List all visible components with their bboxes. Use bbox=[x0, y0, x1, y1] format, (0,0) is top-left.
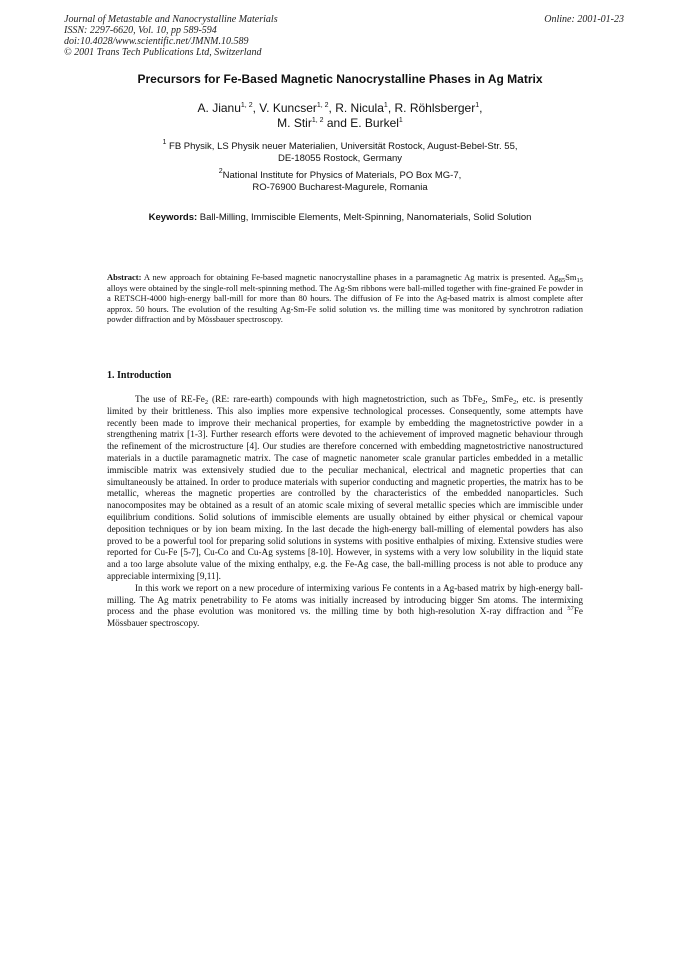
keywords-text: Ball-Milling, Immiscible Elements, Melt-Spinning, Nanomaterials, Solid Solution bbox=[197, 212, 532, 223]
paragraph-text: The use of RE-Fe bbox=[135, 394, 205, 404]
online-date: Online: 2001-01-23 bbox=[544, 14, 624, 25]
author-separator: and bbox=[323, 116, 351, 130]
author-affiliation-mark: 1, 2 bbox=[311, 117, 324, 124]
abstract-text: alloys were obtained by the single-roll melt-spinning method. The Ag-Sm ribbons were ball-milled together with fine-grained Fe powder in a RETSCH-4000 high-energy ball-mill for more than 80 hours. The diffusion of Fe into the Ag-based matrix is almost complete after approx. 50 hours. The evolution of the resulting Ag-Sm-Fe solid solution vs. the milling time was monitored by synchrotron radiation powder diffraction and by Mössbauer spectroscopy. bbox=[107, 282, 583, 325]
body-text bbox=[107, 394, 583, 630]
copyright-line: © 2001 Trans Tech Publications Ltd, Switzerland bbox=[64, 47, 262, 58]
author-name: R. Nicula bbox=[335, 101, 384, 115]
doi-line: doi:10.4028/www.scientific.net/JMNM.10.589 bbox=[64, 36, 249, 47]
subscript: 15 bbox=[576, 277, 583, 284]
affiliation-line: FB Physik, LS Physik neuer Materialien, Universität Rostock, August-Bebel-Str. 55, bbox=[166, 141, 518, 152]
author-affiliation-mark: 1 bbox=[398, 117, 403, 124]
affiliation-line: DE-18055 Rostock, Germany bbox=[277, 153, 403, 164]
abstract-text: A new approach for obtaining Fe-based magnetic nanocrystalline phases in a paramagnetic Ag matrix is presented. Ag bbox=[141, 272, 559, 282]
journal-name: Journal of Metastable and Nanocrystalline Materials bbox=[64, 14, 278, 25]
author-name: R. Röhlsberger bbox=[394, 101, 476, 115]
abstract bbox=[107, 272, 583, 325]
author-name: E. Burkel bbox=[350, 116, 399, 130]
paragraph-text: , etc. is presently limited by their brittleness. This also implies more expensive technological processes. Consequently, some attempts have recently been made to improve their mechanical properties, for example by embedding the magnetostrictive powder in a strengthening matrix [1-3]. Further research efforts were devoted to the achievement of improved magnetic behaviour through the refinement of the microstructure [4]. Our studies are therefore concerned with embedding magnetostrictive nanostructured materials in a ductile paramagnetic matrix. The case of magnetic nanometer scale granular particles embedded in a metallic immiscible matrix was extensively studied due to the peculiar mechanical, electrical and magnetic properties that can simultaneously be attained. In order to produce materials with superior conducting and magnetic properties, the matrix has to be metallic, whereas the magnetic properties are controlled by the characteristics of the embedded nanoparticles. Such nanocomposites may be obtained as a result of an atomic scale mixing of several metallic species which are immiscible under equilibrium conditions. Solid solutions of immiscible elements are usually obtained by either physical or chemical vapour deposition techniques or by ion beam mixing. In the last decade the high-energy ball-milling of elemental powders has also proved to be a powerful tool for preparing solid solutions in systems with positive enthalpies of mixing. Extensive studies were reported for Cu-Fe [5-7], Cu-Co and Cu-Ag systems [8-10]. However, in systems with a very low solubility in the liquid state and a too large absolute value of the mixing enthalpy, e.g. the Fe-Ag case, the ball-milling process is not able to produce any appreciable intermixing [9,11]. bbox=[107, 394, 583, 581]
subscript: 2 bbox=[482, 399, 486, 406]
author-affiliation-mark: 1 bbox=[475, 102, 480, 109]
author-list bbox=[60, 101, 620, 131]
author-name: A. Jianu bbox=[197, 101, 241, 115]
affiliation-line: National Institute for Physics of Materials, PO Box MG-7, bbox=[222, 170, 462, 181]
affiliation-1 bbox=[60, 141, 620, 165]
paragraph-text: In this work we report on a new procedure of intermixing various Fe contents in a Ag-based matrix by high-energy ball-milling. The Ag matrix penetrability to Fe atoms was initially increased by introducing bigger Sm atoms. The intermixing process and the phase evolution was monitored vs. the milling time by both high-resolution X-ray diffraction and bbox=[107, 582, 583, 617]
superscript: 57 bbox=[567, 605, 574, 613]
author-affiliation-mark: 1 bbox=[383, 102, 388, 109]
affiliation-2 bbox=[60, 170, 620, 194]
paragraph-text: , SmFe bbox=[485, 394, 513, 404]
author-separator: , bbox=[479, 101, 483, 115]
author-affiliation-mark: 1, 2 bbox=[240, 102, 253, 109]
subscript: 2 bbox=[204, 399, 209, 406]
subscript: 85 bbox=[558, 277, 566, 284]
abstract-label: Abstract: bbox=[107, 272, 142, 282]
affiliation-mark: 1 bbox=[162, 139, 167, 146]
abstract-text: Sm bbox=[565, 272, 577, 282]
author-separator: , bbox=[387, 101, 395, 115]
paragraph bbox=[107, 583, 583, 630]
author-separator: , bbox=[252, 101, 260, 115]
author-name: V. Kuncser bbox=[259, 101, 317, 115]
keywords bbox=[60, 212, 620, 224]
affiliation-mark: 2 bbox=[218, 168, 223, 175]
author-affiliation-mark: 1, 2 bbox=[316, 102, 329, 109]
author-separator: , bbox=[328, 101, 336, 115]
issn-line: ISSN: 2297-6620, Vol. 10, pp 589-594 bbox=[64, 25, 217, 36]
paragraph-text: Fe Mössbauer spectroscopy. bbox=[107, 606, 583, 629]
journal-header bbox=[64, 14, 624, 58]
section-heading: 1. Introduction bbox=[107, 370, 172, 381]
keywords-label: Keywords: bbox=[148, 212, 198, 223]
subscript: 2 bbox=[512, 399, 517, 406]
affiliation-line: RO-76900 Bucharest-Magurele, Romania bbox=[252, 182, 428, 193]
paragraph-text: (RE: rare-earth) compounds with high magnetostriction, such as TbFe bbox=[208, 394, 483, 404]
author-name: M. Stir bbox=[277, 116, 312, 130]
paragraph bbox=[107, 394, 583, 583]
paper-title: Precursors for Fe-Based Magnetic Nanocrystalline Phases in Ag Matrix bbox=[137, 72, 543, 86]
